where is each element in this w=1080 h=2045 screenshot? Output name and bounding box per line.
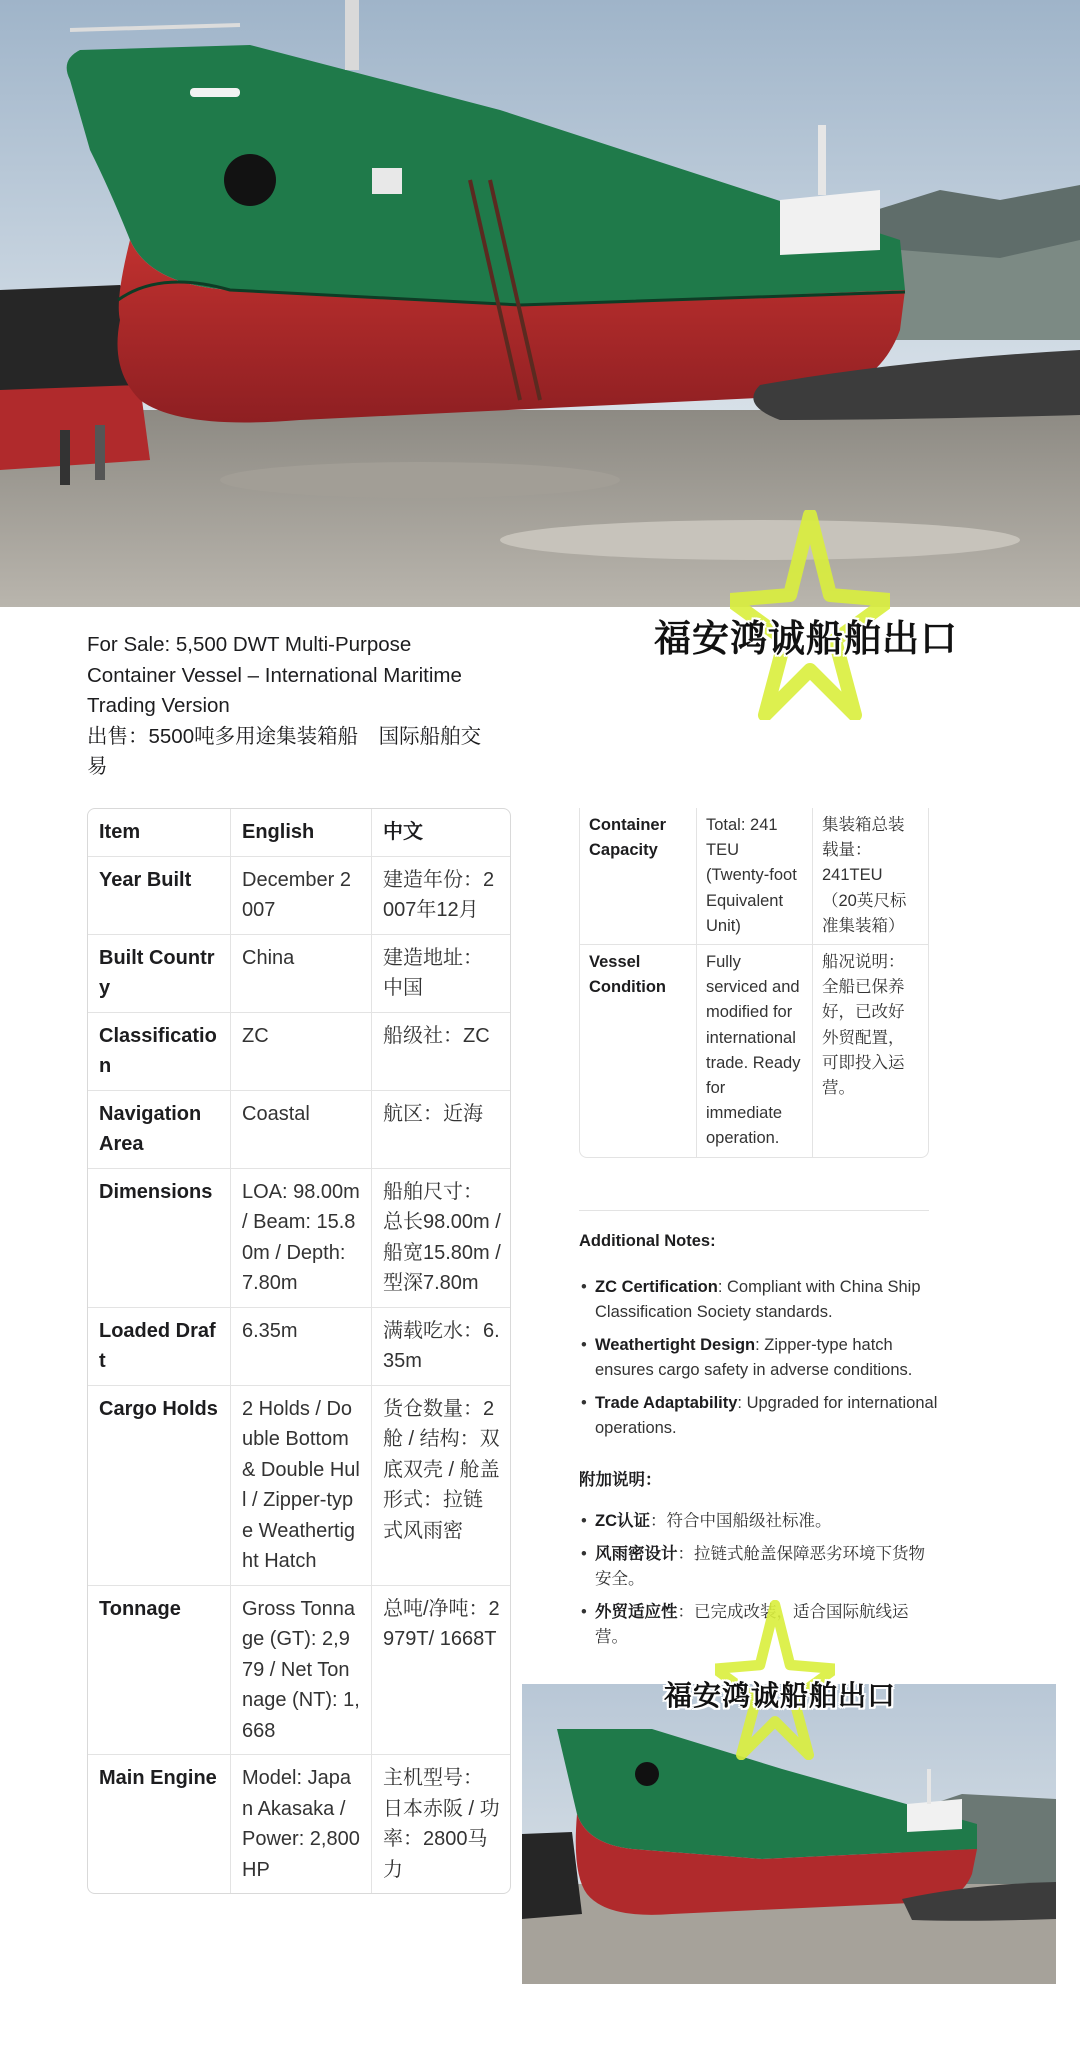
cell-item: Main Engine (99, 1767, 217, 1789)
cell-item: Classification (99, 1024, 217, 1077)
spec-table-continued (579, 808, 929, 1158)
title-zh-line2: 易 (87, 755, 108, 778)
notes-en-heading: Additional Notes: (579, 1232, 716, 1250)
list-item (579, 1275, 939, 1325)
table-row (88, 1168, 510, 1307)
watermark-text: 福安鸿诚船舶出口 (664, 1679, 897, 1712)
cell-item: Vessel Condition (589, 953, 666, 997)
header-english: English (230, 809, 371, 856)
table-row (88, 1090, 510, 1168)
table-row (88, 1754, 510, 1893)
cell-zh: 主机型号：日本赤阪 / 功率：2800马力 (371, 1755, 511, 1893)
title-en-line2: Container Vessel – International Maritime (87, 663, 462, 687)
title-en-line1: For Sale: 5,500 DWT Multi-Purpose (87, 633, 412, 656)
cell-zh: 集装箱总装载量：241TEU （20英尺标准集装箱） (812, 808, 928, 944)
title-zh-line1: 出售：5500吨多用途集装箱船 国际船舶交 (87, 724, 482, 748)
note-text: ：符合中国船级社标准。 (650, 1512, 832, 1530)
watermark-text: 福安鸿诚船舶出口 (654, 617, 958, 660)
list-item (579, 1333, 939, 1383)
cell-zh: 总吨/净吨：2979T/ 1668T (371, 1586, 511, 1755)
cell-en: Fully serviced and modified for international trade. Ready for immediate operation. (696, 945, 812, 1157)
listing-title (87, 630, 517, 783)
table-row (580, 808, 928, 944)
list-item (579, 1542, 939, 1592)
cell-zh: 货仓数量：2舱 / 结构：双底双壳 / 舱盖形式：拉链式风雨密 (371, 1386, 511, 1585)
watermark-hero (650, 510, 1010, 720)
cell-item: Cargo Holds (99, 1397, 218, 1420)
note-label: ZC认证 (595, 1512, 650, 1530)
note-label: Weathertight Design (595, 1336, 756, 1354)
title-en-line3: Trading Version (87, 694, 230, 717)
table-row (88, 934, 510, 1012)
cell-zh: 航区：近海 (371, 1091, 511, 1168)
cell-en: Gross Tonnage (GT): 2,979 / Net Tonnage (NT): 1,668 (230, 1586, 371, 1755)
header-item: Item (99, 821, 141, 843)
note-text: ：已完成改装，适合国际航线运营。 (595, 1603, 909, 1646)
cell-item: Year Built (99, 868, 192, 891)
notes-zh-heading: 附加说明： (579, 1471, 662, 1489)
cell-en: China (230, 935, 371, 1012)
table-row (88, 1385, 510, 1585)
note-text: ：拉链式舱盖保障恶劣环境下货物安全。 (595, 1545, 925, 1588)
list-item (579, 1509, 939, 1534)
cell-item: Dimensions (99, 1180, 213, 1203)
note-text: : Upgraded for international operations. (595, 1394, 938, 1437)
cell-zh: 船级社：ZC (371, 1013, 511, 1090)
cell-zh: 船舶尺寸：总长98.00m / 船宽15.80m / 型深7.80m (371, 1169, 511, 1307)
cell-item: Container Capacity (589, 816, 667, 860)
note-text: : Compliant with China Ship Classification Society standards. (595, 1278, 921, 1321)
cell-en: 6.35m (230, 1308, 371, 1385)
note-label: 风雨密设计 (595, 1545, 678, 1563)
list-item (579, 1391, 939, 1441)
header-chinese: 中文 (371, 809, 511, 856)
cell-item: Built Country (99, 946, 215, 999)
table-row (580, 944, 928, 1157)
cell-en: Model: Japan Akasaka / Power: 2,800 HP (230, 1755, 371, 1893)
spec-table (87, 808, 511, 1894)
table-row (88, 856, 510, 934)
table-row (88, 1012, 510, 1090)
cell-item: Tonnage (99, 1597, 181, 1620)
cell-en: LOA: 98.00m / Beam: 15.80m / Depth: 7.80m (230, 1169, 371, 1307)
cell-zh: 船况说明：全船已保养好，已改好外贸配置，可即投入运营。 (812, 945, 928, 1157)
cell-en: December 2007 (230, 857, 371, 934)
cell-item: Navigation Area (99, 1102, 202, 1155)
note-label: 外贸适应性 (595, 1603, 678, 1621)
notes-en-list (579, 1275, 939, 1449)
table-row (88, 1585, 510, 1755)
cell-en: Coastal (230, 1091, 371, 1168)
note-label: Trade Adaptability (595, 1394, 738, 1412)
cell-item: Loaded Draft (99, 1319, 216, 1372)
cell-en: Total: 241 TEU (Twenty-foot Equivalent Unit) (696, 808, 812, 944)
note-label: ZC Certification (595, 1278, 718, 1296)
note-text: : Zipper-type hatch ensures cargo safety in adverse conditions. (595, 1336, 913, 1379)
watermark-bottom (660, 1600, 940, 1760)
cell-zh: 满载吃水：6.35m (371, 1308, 511, 1385)
table-header-row (88, 809, 510, 856)
cell-en: ZC (230, 1013, 371, 1090)
cell-zh: 建造年份：2007年12月 (371, 857, 511, 934)
divider (579, 1210, 929, 1211)
cell-en: 2 Holds / Double Bottom & Double Hull / Zipper-type Weathertight Hatch (230, 1386, 371, 1585)
table-row (88, 1307, 510, 1385)
cell-zh: 建造地址：中国 (371, 935, 511, 1012)
